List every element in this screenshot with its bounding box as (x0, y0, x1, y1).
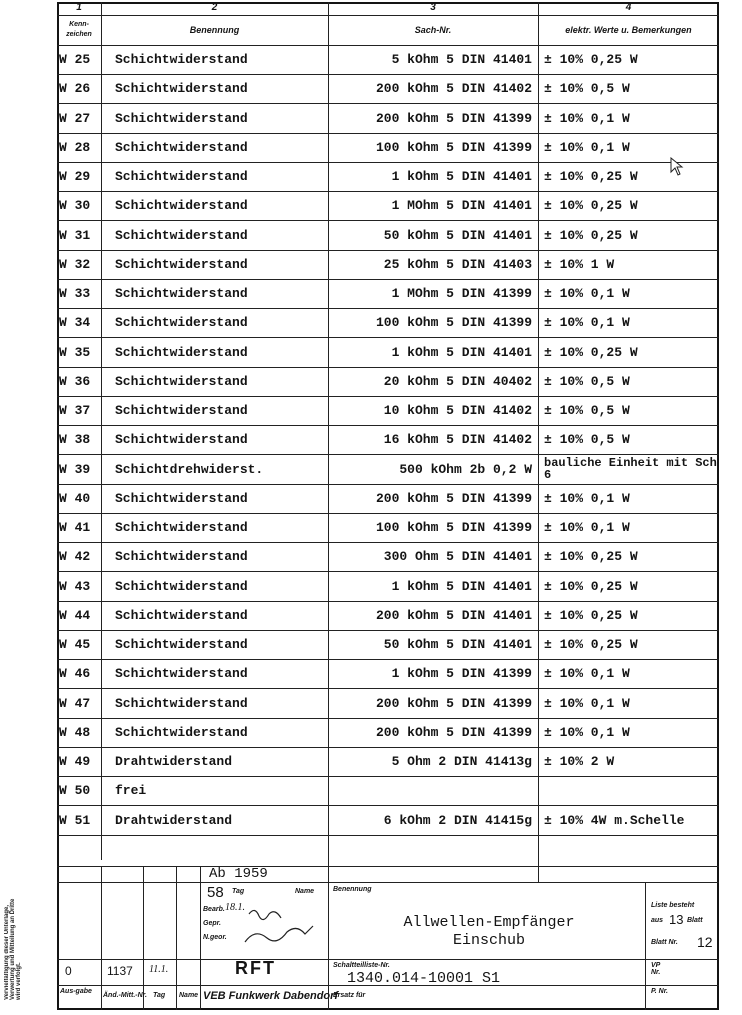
cell-sach-nr: 200 kOhm 5 DIN 41399 (375, 724, 532, 740)
cell-benennung: Schichtwiderstand (115, 256, 248, 272)
cell-sach-nr: 200 kOhm 5 DIN 41399 (375, 490, 532, 506)
cell-kennzeichen: W 27 (59, 110, 91, 126)
cell-kennzeichen: W 35 (59, 344, 91, 360)
cell-benennung: Schichtwiderstand (115, 666, 248, 682)
cell-sach-nr: 25 kOhm 5 DIN 41403 (383, 256, 532, 272)
cell-benennung: Schichtwiderstand (115, 403, 248, 418)
cell-benennung: Schichtwiderstand (115, 315, 248, 331)
table-row (57, 542, 719, 571)
cell-kennzeichen: W 30 (59, 198, 91, 214)
cell-kennzeichen: W 42 (59, 549, 91, 565)
cell-sach-nr: 1 kOhm 5 DIN 41401 (391, 169, 532, 184)
cell-kennzeichen: W 38 (59, 432, 91, 448)
cell-kennzeichen: W 43 (59, 578, 91, 594)
change-name-label: Name (179, 992, 199, 999)
cell-sach-nr: 200 kOhm 5 DIN 41401 (375, 607, 532, 623)
aus-value: 13 (669, 912, 684, 927)
cell-kennzeichen: W 51 (59, 812, 91, 828)
cell-bemerkung (538, 776, 719, 805)
cell-kennzeichen: W 48 (59, 724, 91, 740)
cell-sach-nr: 200 kOhm 5 DIN 41402 (375, 81, 532, 97)
cell-benennung: Schichtwiderstand (115, 520, 248, 535)
col-header-kennzeichen: Kenn-zeichen (66, 21, 92, 38)
rft-logo: RFT (235, 958, 276, 978)
bearb-label: Bearb. (203, 906, 225, 913)
cell-benennung: Schichtwiderstand (115, 344, 248, 360)
cell-sach-nr: 300 Ohm 5 DIN 41401 (383, 549, 532, 565)
cell-benennung: Schichtwiderstand (115, 607, 248, 623)
cell-kennzeichen: W 33 (59, 286, 91, 301)
date-day: 58 (207, 884, 224, 901)
company-name: VEB Funkwerk Dabendorf (203, 990, 339, 1002)
cell-kennzeichen: W 36 (59, 373, 91, 389)
cell-sach-nr: 16 kOhm 5 DIN 41402 (383, 432, 532, 448)
blatt-nr-label: Blatt Nr. (651, 939, 678, 946)
name-label: Name (295, 888, 315, 895)
col-header-benennung: Benennung (189, 25, 240, 35)
change-date: 11.1. (149, 964, 169, 975)
table-row (57, 513, 719, 542)
cell-bemerkung: ± 10% 0,25 W (544, 169, 638, 184)
cell-kennzeichen: W 34 (59, 315, 91, 331)
blatt-label: Blatt (687, 917, 703, 924)
cell-sach-nr: 50 kOhm 5 DIN 41401 (383, 227, 532, 243)
parts-list-sheet (57, 2, 719, 1010)
cell-sach-nr: 1 kOhm 5 DIN 41401 (391, 344, 532, 360)
cell-bemerkung: ± 10% 0,5 W (544, 81, 630, 97)
cell-benennung: Schichtwiderstand (115, 227, 248, 243)
table-row (57, 572, 719, 601)
cell-benennung: Schichtwiderstand (115, 81, 248, 97)
col-header-sach-nr: Sach-Nr. (414, 25, 452, 35)
cell-benennung: Drahtwiderstand (115, 754, 233, 769)
table-row (57, 484, 719, 513)
cell-benennung: Schichtwiderstand (115, 373, 248, 389)
table-row (57, 191, 719, 220)
cell-bemerkung: ± 10% 0,1 W (544, 520, 630, 535)
title-line2: Einschub (452, 932, 525, 949)
cell-kennzeichen: W 41 (59, 520, 91, 535)
cell-bemerkung: ± 10% 0,1 W (544, 315, 630, 331)
change-tag-label: Tag (153, 992, 166, 999)
cell-kennzeichen: W 47 (59, 695, 91, 711)
table-row (57, 601, 719, 630)
table-row (57, 133, 719, 162)
cell-kennzeichen: W 40 (59, 490, 91, 506)
schaltteil-number: 1340.014-10001 S1 (347, 970, 501, 987)
cell-kennzeichen: W 32 (59, 256, 91, 272)
cell-bemerkung: ± 10% 0,25 W (544, 227, 638, 243)
table-row (57, 747, 719, 776)
cell-sach-nr: 200 kOhm 5 DIN 41399 (375, 695, 532, 711)
cell-bemerkung: ± 10% 0,1 W (544, 666, 630, 682)
cell-bemerkung: ± 10% 0,1 W (544, 139, 630, 155)
table-row (57, 338, 719, 367)
table-row (57, 396, 719, 425)
cell-benennung: Schichtwiderstand (115, 286, 248, 301)
cell-kennzeichen: W 29 (59, 169, 91, 184)
table-row (57, 162, 719, 191)
col-number-2: 2 (211, 2, 218, 13)
cell-bemerkung: ± 10% 0,5 W (544, 373, 630, 389)
cell-bemerkung: ± 10% 0,1 W (544, 490, 630, 506)
cell-sach-nr: 5 kOhm 5 DIN 41401 (391, 52, 532, 67)
table-row (57, 250, 719, 279)
cell-benennung: Schichtwiderstand (115, 432, 248, 448)
cell-benennung: Schichtwiderstand (115, 578, 248, 594)
cell-benennung: Schichtwiderstand (115, 198, 248, 214)
table-row (57, 221, 719, 250)
cell-kennzeichen: W 26 (59, 81, 91, 97)
cell-sach-nr: 1 MOhm 5 DIN 41401 (391, 198, 532, 214)
cell-bemerkung: ± 10% 2 W (544, 754, 615, 769)
cell-benennung: Schichtwiderstand (115, 724, 248, 740)
change-index: 0 (65, 964, 72, 978)
cell-benennung: Schichtwiderstand (115, 110, 248, 126)
table-row (57, 806, 719, 835)
table-row (57, 659, 719, 688)
cell-benennung: Schichtwiderstand (115, 695, 248, 711)
cell-kennzeichen: W 46 (59, 666, 91, 682)
cell-bemerkung: ± 10% 0,25 W (544, 52, 638, 67)
cell-kennzeichen: W 39 (59, 461, 91, 477)
cell-sach-nr: 1 MOhm 5 DIN 41399 (391, 286, 532, 301)
gepr-label: Gepr. (203, 920, 221, 927)
cell-sach-nr: 200 kOhm 5 DIN 41399 (375, 110, 532, 126)
cell-kennzeichen: W 25 (59, 52, 91, 67)
table-row (57, 279, 719, 308)
change-aend-label: Änd.-Mitt.-Nr. (103, 992, 147, 999)
table-row (57, 718, 719, 747)
cell-benennung: Schichtwiderstand (115, 169, 248, 184)
blatt-nr-value: 12 (697, 934, 713, 950)
table-row (57, 45, 719, 74)
col-header-bemerkungen: elektr. Werte u. Bemerkungen (565, 25, 692, 35)
signatures (243, 900, 323, 950)
cell-kennzeichen: W 45 (59, 637, 91, 652)
cell-bemerkung: ± 10% 0,1 W (544, 110, 630, 126)
cell-bemerkung: ± 10% 0,1 W (544, 286, 630, 301)
tag-label: Tag (232, 888, 245, 895)
table-row (57, 425, 719, 454)
col-number-3: 3 (430, 2, 436, 13)
cell-benennung: frei (115, 783, 147, 799)
cell-benennung: Schichtwiderstand (115, 490, 248, 506)
cell-kennzeichen: W 37 (59, 403, 91, 418)
cell-bemerkung: ± 10% 0,5 W (544, 403, 630, 418)
p-label: P. Nr. (651, 988, 668, 995)
table-row (57, 689, 719, 718)
cell-bemerkung: ± 10% 0,25 W (544, 549, 638, 565)
vp-label: VP Nr. (651, 962, 661, 976)
cell-bemerkung: ± 10% 4W m.Schelle (544, 812, 685, 828)
cell-sach-nr: 20 kOhm 5 DIN 40402 (383, 373, 532, 389)
table-row (57, 776, 719, 805)
cell-sach-nr: 10 kOhm 5 DIN 41402 (383, 403, 532, 418)
cell-bemerkung: bauliche Einheit mit Sch 6 (544, 456, 717, 482)
cell-bemerkung: ± 10% 0,25 W (544, 344, 638, 360)
norm-label: N.geor. (203, 934, 227, 941)
title-line1: Allwellen-Empfänger (403, 914, 575, 931)
cell-benennung: Schichtwiderstand (115, 637, 248, 652)
cell-kennzeichen: W 28 (59, 139, 91, 155)
cell-benennung: Schichtwiderstand (115, 549, 248, 565)
table-row (57, 74, 719, 103)
cell-sach-nr: 6 kOhm 2 DIN 41415g (383, 812, 532, 828)
cell-bemerkung: ± 10% 0,25 W (544, 637, 638, 652)
cell-kennzeichen: W 49 (59, 754, 91, 769)
col-number-1: 1 (76, 2, 82, 13)
cell-bemerkung: ± 10% 1 W (544, 256, 615, 272)
cell-bemerkung: ± 10% 0,25 W (544, 198, 638, 214)
cell-sach-nr: 1 kOhm 5 DIN 41399 (391, 666, 532, 682)
cell-benennung: Schichtdrehwiderst. (115, 461, 264, 477)
margin-copyright-note: Vervielfältigung dieser Unterlage, Verwertung und Mitteilung an Dritte wird verfolgt. (4, 898, 22, 1000)
cell-sach-nr: 50 kOhm 5 DIN 41401 (383, 637, 532, 652)
change-aus-label: Aus-gabe (60, 988, 92, 995)
cell-sach-nr: 100 kOhm 5 DIN 41399 (375, 139, 532, 155)
cell-benennung: Schichtwiderstand (115, 139, 248, 155)
bearb-date: 18.1. (225, 902, 245, 913)
cell-sach-nr: 500 kOhm 2b 0,2 W (399, 461, 532, 477)
cell-bemerkung: ± 10% 0,1 W (544, 695, 630, 711)
cell-sach-nr: 5 Ohm 2 DIN 41413g (391, 754, 532, 769)
cell-kennzeichen: W 44 (59, 607, 91, 623)
ab-year: Ab 1959 (209, 866, 268, 882)
cell-sach-nr: 100 kOhm 5 DIN 41399 (375, 520, 532, 535)
cell-benennung: Schichtwiderstand (115, 52, 248, 67)
col-number-4: 4 (625, 2, 632, 13)
table-row (57, 104, 719, 133)
table-row (57, 455, 719, 484)
cell-kennzeichen: W 31 (59, 227, 91, 243)
schaltteil-label: Schaltteilliste-Nr. (333, 962, 390, 969)
table-row (57, 308, 719, 337)
mouse-pointer-icon (670, 157, 684, 177)
change-number: 1137 (107, 964, 133, 978)
table-row (57, 367, 719, 396)
cell-sach-nr (328, 776, 538, 805)
table-row (57, 630, 719, 659)
ersatz-label: Ersatz für (333, 992, 366, 999)
cell-bemerkung: ± 10% 0,5 W (544, 432, 630, 448)
liste-besteht-label: Liste besteht (651, 902, 695, 909)
benennung-label: Benennung (333, 886, 372, 893)
cell-bemerkung: ± 10% 0,25 W (544, 607, 638, 623)
aus-label: aus (651, 917, 664, 924)
cell-bemerkung: ± 10% 0,1 W (544, 724, 630, 740)
cell-kennzeichen: W 50 (59, 783, 91, 799)
cell-benennung: Drahtwiderstand (115, 812, 233, 828)
cell-sach-nr: 100 kOhm 5 DIN 41399 (375, 315, 532, 331)
cell-sach-nr: 1 kOhm 5 DIN 41401 (391, 578, 532, 594)
cell-bemerkung: ± 10% 0,25 W (544, 578, 638, 594)
